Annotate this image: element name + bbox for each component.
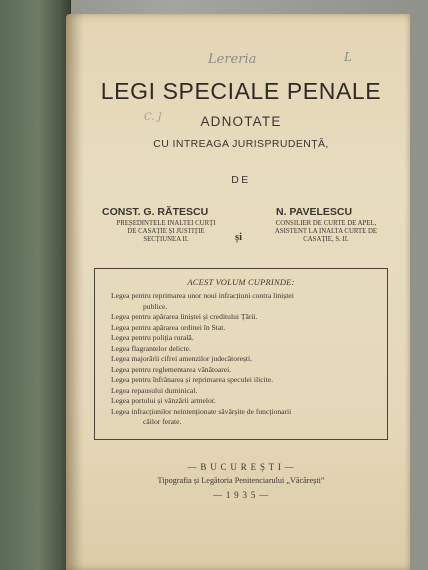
- contents-box: [94, 268, 388, 440]
- imprint-year: — 1 9 3 5 —: [212, 490, 270, 500]
- contents-line: Legea pentru reglementarea vânătoarei.: [111, 364, 232, 374]
- handwritten-note: Lereria: [208, 52, 257, 67]
- contents-line: Legea pentru apărarea liniștei și creditului Țării.: [111, 312, 258, 321]
- author-left-title: PREȘEDINTELE INALTEI CURȚI DE CASAȚIE ȘI JUSTIȚIE SECȚIUNEA II.: [116, 220, 216, 244]
- contents-line: Legea infracțiunilor neintenționate săvârșite de funcționarii: [111, 406, 292, 416]
- contents-line: Legea flagrantelor delicte.: [111, 343, 191, 353]
- contents-line: Legea majorării cifrei amenzilor judecătorești.: [111, 354, 253, 363]
- authors-connector: și: [235, 232, 243, 243]
- contents-line: căilor ferate.: [143, 417, 182, 426]
- book-title: LEGI SPECIALE PENALE: [100, 78, 382, 104]
- contents-line: Legea pentru poliția rurală.: [111, 333, 194, 342]
- imprint-printer: Tipografia și Legătoria Penitenciarului „Văcărești”: [157, 476, 325, 485]
- contents-line: Legea pentru reprimarea unor noui infracțiuni contra liniștei: [111, 291, 294, 300]
- title-page: [66, 14, 410, 570]
- page-gutter-shadow: [66, 14, 84, 570]
- author-right-title: CONSILIER DE CURTE DE APEL, ASISTENT LA INALTA CURTE DE CASAȚIE, S. II.: [274, 220, 378, 244]
- book-cover-edge: [0, 0, 71, 570]
- book-subtitle-2: CU INTREAGA JURISPRUDENȚĂ,: [153, 138, 329, 150]
- book-subtitle: ADNOTATE: [200, 114, 282, 129]
- contents-line: Legea pentru apărarea ordinei în Stat.: [111, 322, 226, 332]
- author-right-name: N. PAVELESCU: [276, 206, 353, 218]
- contents-line: Legea repausului duminical.: [111, 385, 198, 395]
- handwritten-mark: L: [344, 50, 352, 64]
- contents-line: publice.: [143, 301, 168, 311]
- contents-line: Legea portului și vânzării armelor.: [111, 396, 216, 405]
- imprint-city: — B U C U R E Ș T I —: [187, 462, 295, 472]
- handwritten-faint-note: C. J: [144, 112, 162, 123]
- contents-heading: ACEST VOLUM CUPRINDE:: [187, 277, 295, 287]
- by-label: DE: [231, 174, 251, 186]
- author-left-name: CONST. G. RĂTESCU: [102, 206, 209, 218]
- contents-line: Legea pentru înfrânarea și reprimarea speculei ilicite.: [111, 375, 274, 384]
